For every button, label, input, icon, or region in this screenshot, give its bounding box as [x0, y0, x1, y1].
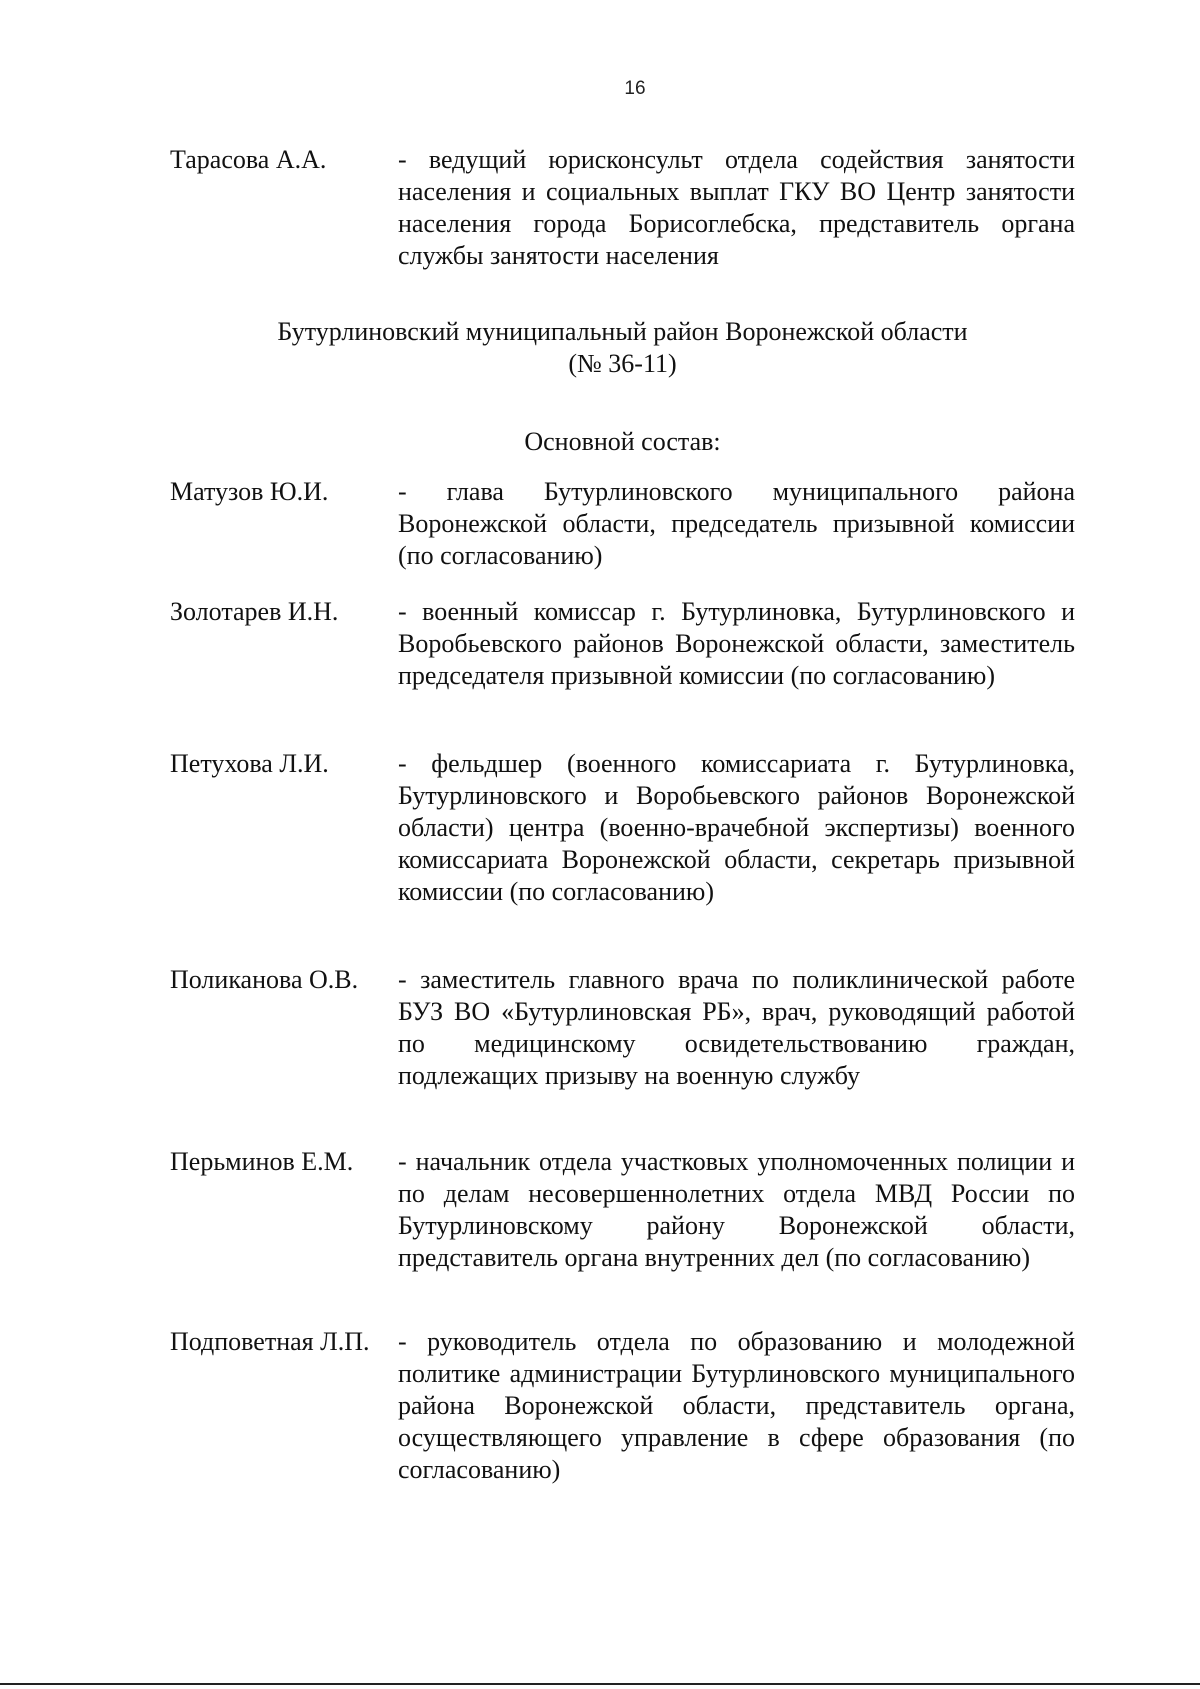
member-entry-perminov [170, 1146, 1075, 1274]
member-name: Матузов Ю.И. [170, 477, 329, 506]
member-description: - заместитель главного врача по поликлинической работе БУЗ ВО «Бутурлиновская РБ», врач, руководящий работой по медицинскому освидетельствованию граждан, подлежащих призыву на военную службу [398, 965, 1075, 1090]
member-entry-tarasova [170, 144, 1075, 272]
composition-title: Основной состав: [524, 427, 721, 456]
member-description: - начальник отдела участковых уполномоченных полиции и по делам несовершеннолетних отдела МВД России по Бутурлиновскому району Воронежской области, представитель органа внутренних дел (по согласованию) [398, 1147, 1075, 1272]
member-name: Перьминов Е.М. [170, 1147, 354, 1176]
member-entry-polikanova [170, 964, 1075, 1092]
member-name: Золотарев И.Н. [170, 597, 339, 626]
section-number: (№ 36-11) [568, 349, 677, 378]
member-name: Подповетная Л.П. [170, 1327, 370, 1356]
member-entry-petukhova [170, 748, 1075, 908]
member-description: - ведущий юрисконсульт отдела содействия занятости населения и социальных выплат ГКУ ВО Центр занятости населения города Борисоглебска, представитель органа службы занятости населения [398, 145, 1075, 270]
bottom-rule [0, 1683, 1200, 1685]
member-entry-podpovetnaya [170, 1326, 1075, 1486]
member-entry-zolotarev [170, 596, 1075, 692]
member-description: - руководитель отдела по образованию и молодежной политике администрации Бутурлиновского муниципального района Воронежской области, представитель органа, осуществляющего управление в сфере образования (по согласованию) [398, 1327, 1075, 1484]
member-description: - глава Бутурлиновского муниципального района Воронежской области, председатель призывной комиссии (по согласованию) [398, 477, 1075, 570]
page-number: 16 [624, 78, 646, 99]
member-description: - фельдшер (военного комиссариата г. Бутурлиновка, Бутурлиновского и Воробьевского районов Воронежской области) центра (военно-врачебной экспертизы) военного комиссариата Воронежской области, секретарь призывной комиссии (по согласованию) [398, 749, 1075, 906]
section-title: Бутурлиновский муниципальный район Воронежской области [277, 317, 968, 346]
member-description: - военный комиссар г. Бутурлиновка, Бутурлиновского и Воробьевского районов Воронежской области, заместитель председателя призывной комиссии (по согласованию) [398, 597, 1075, 690]
member-name: Поликанова О.В. [170, 965, 359, 994]
member-name: Петухова Л.И. [170, 749, 329, 778]
member-entry-matuzov [170, 476, 1075, 572]
member-name: Тарасова А.А. [170, 145, 327, 174]
